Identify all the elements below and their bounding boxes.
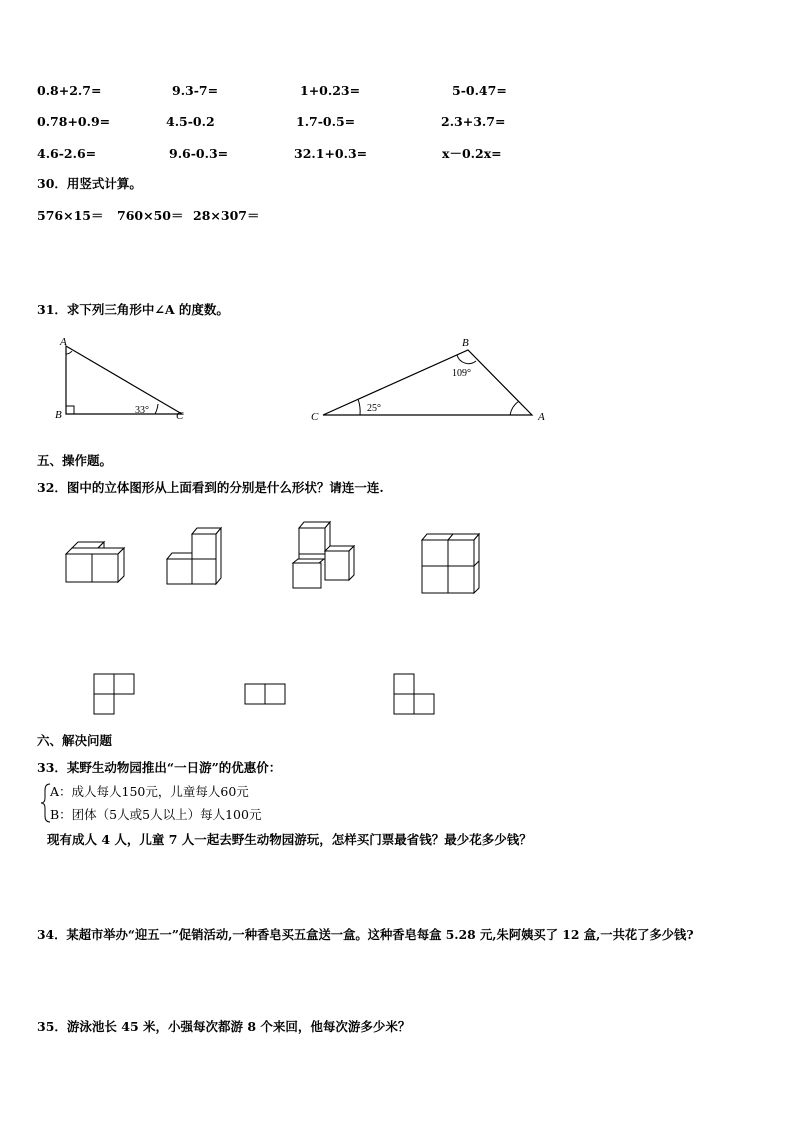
expr-r3c2: 9.6-0.3= (169, 146, 229, 161)
tri1-label-a: A (60, 336, 67, 348)
solid-figure-4 (420, 532, 482, 594)
solid-figure-1 (62, 538, 128, 586)
section-6-title: 六、解决问题 (37, 733, 113, 748)
solid-figure-2 (164, 526, 224, 588)
tri2-label-b: B (462, 337, 469, 349)
tri2-label-c: C (311, 411, 319, 423)
top-view-1 (92, 672, 138, 716)
q33-option-b: B：团体（5人或5人以上）每人100元 (50, 807, 262, 822)
section-5-title: 五、操作题。 (37, 453, 113, 468)
q30-item-1: 576×15＝ (37, 208, 104, 223)
tri2-angle-c: 25° (367, 403, 381, 414)
q33-option-a: A：成人每人150元，儿童每人60元 (50, 784, 249, 799)
expr-r2c2: 4.5-0.2 (166, 114, 215, 129)
q30-item-2: 760×50＝ (117, 208, 184, 223)
expr-r1c1: 0.8+2.7= (37, 83, 102, 98)
expr-r2c1: 0.78+0.9= (37, 114, 111, 129)
expr-r2c4: 2.3+3.7= (441, 114, 506, 129)
q35-text: 35．游泳池长 45 米，小强每次都游 8 个来回，他每次游多少米？ (37, 1019, 411, 1034)
q32-title: 32．图中的立体图形从上面看到的分别是什么形状？请连一连. (37, 480, 384, 495)
q30-title: 30．用竖式计算。 (37, 176, 142, 191)
q31-title: 31．求下列三角形中∠A 的度数。 (37, 302, 229, 317)
tri2-label-a: A (538, 411, 545, 423)
expr-r2c3: 1.7-0.5= (296, 114, 356, 129)
expr-r1c2: 9.3-7= (172, 83, 219, 98)
triangle-1-figure (50, 332, 200, 424)
top-view-2 (243, 682, 287, 706)
q33-question: 现有成人 4 人，儿童 7 人一起去野生动物园游玩，怎样买门票最省钱？最少花多少钱？ (47, 832, 532, 847)
expr-r3c3: 32.1+0.3= (294, 146, 368, 161)
tri1-angle-c: 33° (135, 405, 149, 416)
expr-r1c3: 1+0.23= (300, 83, 361, 98)
triangle-2-figure (308, 332, 553, 424)
expr-r3c1: 4.6-2.6= (37, 146, 97, 161)
tri1-label-b: B (55, 409, 62, 421)
expr-r1c4: 5-0.47= (452, 83, 507, 98)
tri1-label-c: C (176, 410, 184, 422)
q30-item-3: 28×307＝ (193, 208, 260, 223)
q33-title: 33．某野生动物园推出“一日游”的优惠价： (37, 760, 282, 775)
tri2-angle-b: 109° (452, 368, 471, 379)
q34-text: 34．某超市举办“迎五一”促销活动,一种香皂买五盒送一盒。这种香皂每盒 5.28 元,朱阿姨买了 12 盒,一共花了多少钱? (37, 927, 694, 942)
top-view-3 (392, 672, 438, 716)
expr-r3c4: x－0.2x= (442, 146, 502, 161)
solid-figure-3 (290, 518, 358, 590)
